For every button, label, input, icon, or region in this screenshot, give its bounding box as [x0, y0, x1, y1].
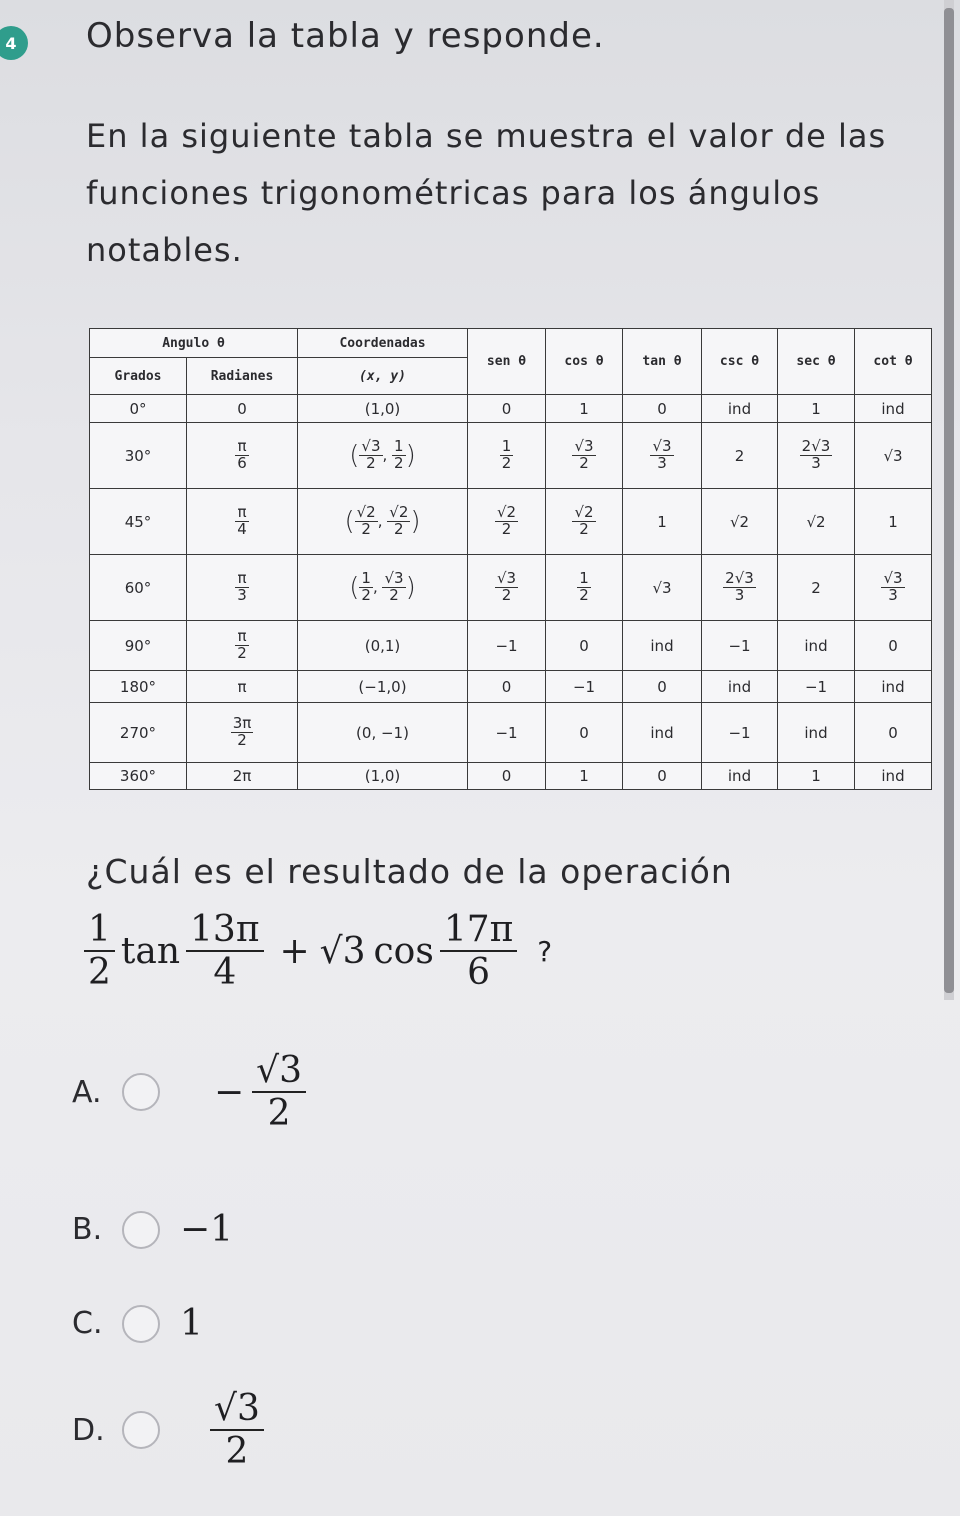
option-b[interactable] [72, 1209, 233, 1250]
radian-cell: $\frac{\pi}{6}$ [187, 423, 298, 489]
value-cell: $\frac{1}{2}$ [468, 423, 546, 489]
degree-cell: 180° [90, 671, 187, 703]
value-cell: 0 [546, 621, 623, 671]
operation-formula [78, 896, 552, 1006]
value-cell: ind [702, 763, 778, 790]
value-cell: −1 [468, 703, 546, 763]
header-coordinates: Coordenadas [298, 329, 468, 358]
degree-cell: 0° [90, 395, 187, 423]
value-cell: ind [702, 671, 778, 703]
value-cell: −1 [546, 671, 623, 703]
value-cell: $\frac{√2}{2}$ [546, 489, 623, 555]
radio-button[interactable] [122, 1073, 160, 1111]
table-row [90, 703, 932, 763]
cos-argument: 17π 6 [440, 909, 517, 994]
value-cell: $\frac{√3}{2}$ [546, 423, 623, 489]
cos-label: cos [373, 930, 434, 972]
header-xy: (x, y) [298, 358, 468, 395]
value-cell: 0 [623, 395, 702, 423]
radio-button[interactable] [122, 1305, 160, 1343]
value-cell: 1 [623, 489, 702, 555]
question-heading: Observa la tabla y responde. [86, 16, 605, 56]
trig-values-table [89, 328, 932, 790]
value-cell: ind [855, 671, 932, 703]
value-cell: 1 [546, 395, 623, 423]
coord-cell: ( $\frac{√3}{2}$ , $\frac{1}{2}$ ) [298, 423, 468, 489]
value-cell: ind [778, 703, 855, 763]
value-cell: √3 [855, 423, 932, 489]
value-cell: $\frac{2√3}{3}$ [702, 555, 778, 621]
value-cell: 0 [468, 763, 546, 790]
option-value: −1 [180, 1209, 234, 1250]
value-cell: ind [623, 703, 702, 763]
header-func: cos θ [546, 329, 623, 395]
header-func: cot θ [855, 329, 932, 395]
option-letter: D. [72, 1412, 105, 1448]
table-row [90, 489, 932, 555]
radian-cell: $\frac{\pi}{2}$ [187, 621, 298, 671]
table-row [90, 423, 932, 489]
value-cell: 1 [546, 763, 623, 790]
value-cell: 0 [468, 671, 546, 703]
option-value: 1 [180, 1303, 203, 1344]
option-c[interactable] [72, 1303, 203, 1344]
radian-cell: 2π [187, 763, 298, 790]
header-angle: Angulo θ [90, 329, 298, 358]
value-cell: −1 [468, 621, 546, 671]
question-paragraph: En la siguiente tabla se muestra el valor de las funciones trigonométricas para los ángulos notables. [86, 117, 887, 269]
value-cell: $\frac{√2}{2}$ [468, 489, 546, 555]
value-cell: ind [855, 395, 932, 423]
value-cell: $\frac{√3}{3}$ [623, 423, 702, 489]
option-letter: B. [72, 1212, 103, 1247]
value-cell: 1 [855, 489, 932, 555]
table-row [90, 671, 932, 703]
tan-argument: 13π 4 [186, 909, 263, 994]
value-cell: ind [623, 621, 702, 671]
coord-cell: (0, −1) [298, 703, 468, 763]
value-cell: √2 [702, 489, 778, 555]
question-mark: ? [537, 934, 553, 968]
value-cell: 0 [623, 671, 702, 703]
value-cell: $\frac{1}{2}$ [546, 555, 623, 621]
value-cell: √3 [623, 555, 702, 621]
coef-fraction: 1 2 [84, 909, 115, 994]
coord-cell: ( $\frac{√2}{2}$ , $\frac{√2}{2}$ ) [298, 489, 468, 555]
value-cell: $\frac{√3}{2}$ [468, 555, 546, 621]
question-number-badge: 4 [0, 26, 28, 60]
degree-cell: 360° [90, 763, 187, 790]
value-cell: 0 [546, 703, 623, 763]
option-letter: C. [72, 1306, 103, 1341]
option-value: − $\frac{√3}{2}$ [180, 1050, 306, 1135]
option-d[interactable] [72, 1388, 264, 1473]
header-func: sen θ [468, 329, 546, 395]
value-cell: −1 [778, 671, 855, 703]
table-row [90, 763, 932, 790]
value-cell: 2 [778, 555, 855, 621]
table-row [90, 555, 932, 621]
value-cell: $\frac{2√3}{3}$ [778, 423, 855, 489]
value-cell: ind [778, 621, 855, 671]
header-radians: Radianes [187, 358, 298, 395]
header-func: csc θ [702, 329, 778, 395]
option-a[interactable] [72, 1050, 306, 1135]
value-cell: ind [855, 763, 932, 790]
value-cell: 2 [702, 423, 778, 489]
option-value: √3 2 [180, 1388, 264, 1473]
value-cell: ind [702, 395, 778, 423]
tan-label: tan [120, 930, 181, 972]
radian-cell: π [187, 671, 298, 703]
value-cell: −1 [702, 703, 778, 763]
scrollbar-thumb[interactable] [944, 8, 954, 993]
value-cell: 0 [855, 621, 932, 671]
table-row [90, 621, 932, 671]
degree-cell: 45° [90, 489, 187, 555]
coord-cell: (1,0) [298, 395, 468, 423]
value-cell: 0 [468, 395, 546, 423]
radian-cell: 0 [187, 395, 298, 423]
radian-cell: $\frac{3\pi}{2}$ [187, 703, 298, 763]
option-letter: A. [72, 1074, 102, 1110]
degree-cell: 60° [90, 555, 187, 621]
sqrt3: √3 [319, 930, 366, 972]
radian-cell: $\frac{\pi}{3}$ [187, 555, 298, 621]
value-cell: −1 [702, 621, 778, 671]
coord-cell: (1,0) [298, 763, 468, 790]
question-prompt: ¿Cuál es el resultado de la operación [86, 852, 733, 891]
value-cell: √2 [778, 489, 855, 555]
coord-cell: (0,1) [298, 621, 468, 671]
coord-cell: (−1,0) [298, 671, 468, 703]
header-func: tan θ [623, 329, 702, 395]
header-degrees: Grados [90, 358, 187, 395]
degree-cell: 90° [90, 621, 187, 671]
coord-cell: ( $\frac{1}{2}$ , $\frac{√3}{2}$ ) [298, 555, 468, 621]
table-row [90, 395, 932, 423]
value-cell: 1 [778, 763, 855, 790]
plus-sign: + [279, 930, 310, 972]
degree-cell: 270° [90, 703, 187, 763]
degree-cell: 30° [90, 423, 187, 489]
header-func: sec θ [778, 329, 855, 395]
value-cell: $\frac{√3}{3}$ [855, 555, 932, 621]
radian-cell: $\frac{\pi}{4}$ [187, 489, 298, 555]
value-cell: 1 [778, 395, 855, 423]
radio-button[interactable] [122, 1411, 160, 1449]
radio-button[interactable] [122, 1211, 160, 1249]
value-cell: 0 [623, 763, 702, 790]
value-cell: 0 [855, 703, 932, 763]
